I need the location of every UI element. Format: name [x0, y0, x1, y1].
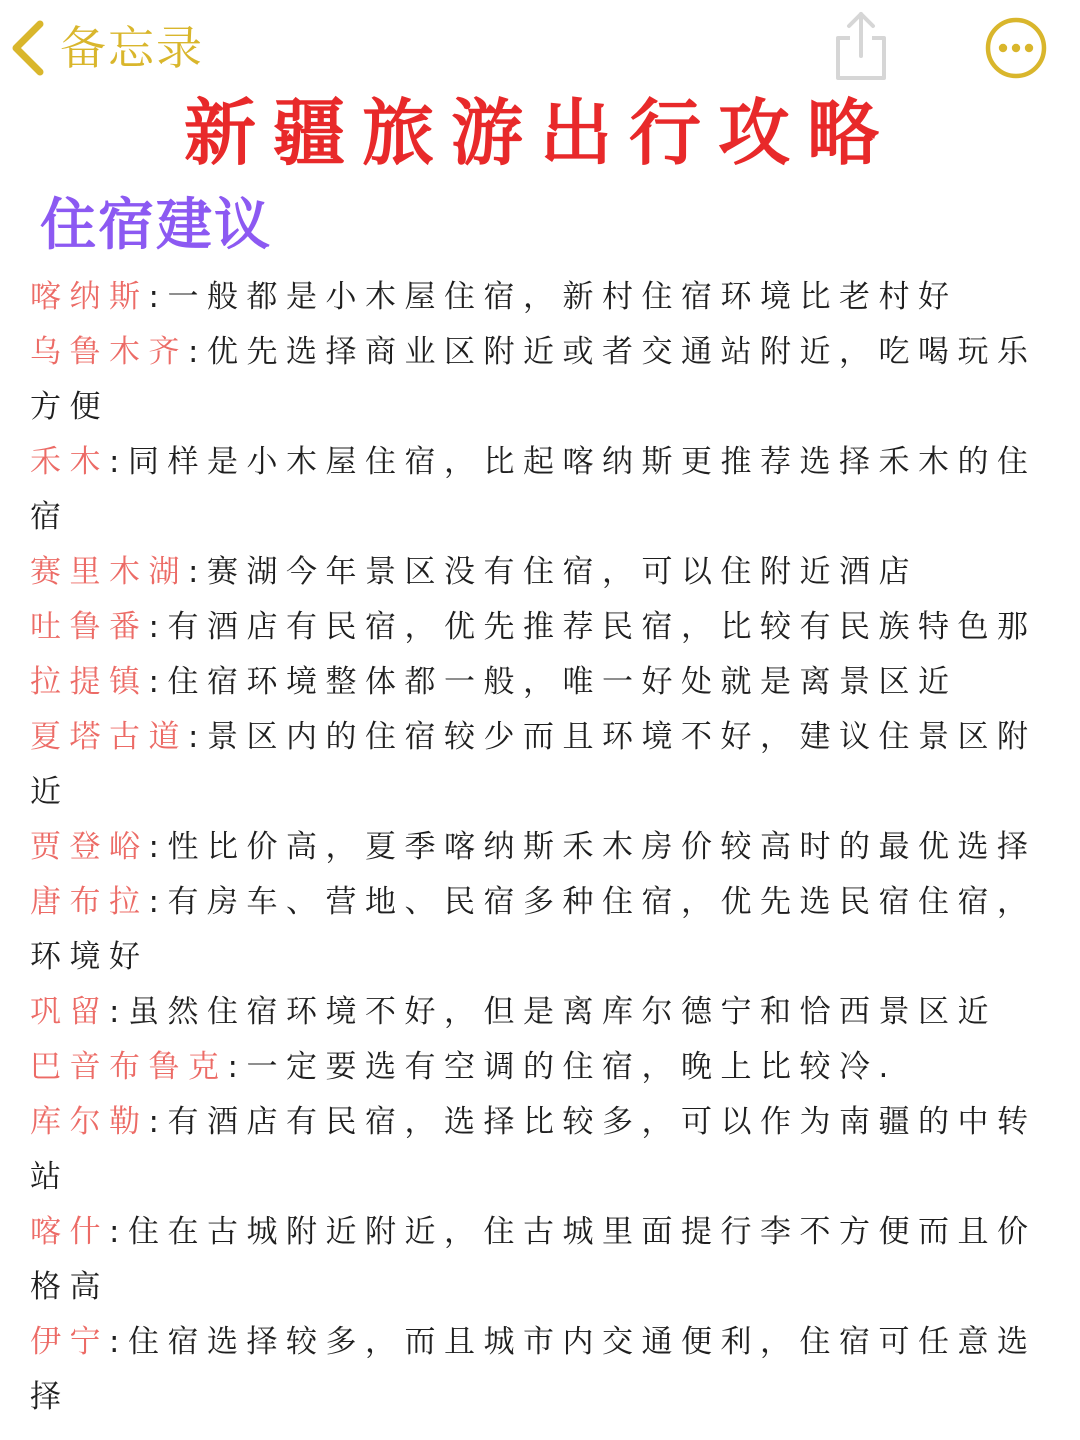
place-description: 同样是小木屋住宿，比起喀纳斯更推荐选择禾木的住宿: [30, 444, 1037, 535]
place-name: 夏塔古道: [30, 719, 188, 755]
list-item: [30, 655, 1048, 710]
section-heading: 住宿建议: [40, 193, 272, 258]
place-description: 优先选择商业区附近或者交通站附近，吃喝玩乐方便: [30, 334, 1037, 425]
list-item: [30, 270, 1048, 325]
place-description: 一般都是小木屋住宿，新村住宿环境比老村好: [167, 279, 958, 315]
list-item: [30, 985, 1048, 1040]
separator: :: [148, 1104, 168, 1140]
chevron-left-icon: [10, 20, 46, 76]
separator: :: [109, 1324, 128, 1360]
place-description: 住在古城附近附近，住古城里面提行李不方便而且价格高: [30, 1214, 1037, 1305]
separator: :: [148, 609, 168, 645]
list-item: [30, 1205, 1048, 1315]
back-label: 备忘录: [60, 21, 204, 75]
place-description: 有酒店有民宿，优先推荐民宿，比较有民族特色那: [167, 609, 1037, 645]
page-title: 新疆旅游出行攻略: [183, 91, 896, 175]
list-item: [30, 435, 1048, 545]
separator: :: [109, 994, 128, 1030]
place-name: 吐鲁番: [30, 609, 149, 645]
place-name: 伊宁: [30, 1324, 109, 1360]
place-name: 唐布拉: [30, 884, 149, 920]
separator: :: [148, 829, 168, 865]
place-description: 性比价高，夏季喀纳斯禾木房价较高时的最优选择: [167, 829, 1037, 865]
list-item: [30, 545, 1048, 600]
place-name: 喀纳斯: [30, 279, 149, 315]
ellipsis-circle-icon: [984, 65, 1048, 84]
separator: :: [148, 664, 168, 700]
top-navigation-bar: [0, 0, 1080, 92]
place-name: 库尔勒: [30, 1104, 149, 1140]
place-description: 有酒店有民宿，选择比较多，可以作为南疆的中转站: [30, 1104, 1037, 1195]
list-item: [30, 325, 1048, 435]
accommodation-list: [30, 270, 1048, 1425]
share-icon: [830, 67, 892, 86]
share-button[interactable]: [830, 8, 892, 82]
list-item: [30, 1095, 1048, 1205]
place-description: 住宿环境整体都一般，唯一好处就是离景区近: [167, 664, 958, 700]
list-item: [30, 1315, 1048, 1425]
separator: :: [109, 444, 128, 480]
place-name: 巴音布鲁克: [30, 1049, 228, 1085]
back-button[interactable]: [10, 18, 204, 78]
list-item: [30, 875, 1048, 985]
list-item: [30, 710, 1048, 820]
list-item: [30, 820, 1048, 875]
more-options-button[interactable]: [984, 16, 1048, 80]
place-description: 有房车、营地、民宿多种住宿，优先选民宿住宿，环境好: [30, 884, 1037, 975]
place-description: 虽然住宿环境不好，但是离库尔德宁和恰西景区近: [127, 994, 997, 1030]
separator: :: [148, 884, 168, 920]
list-item: [30, 1040, 1048, 1095]
place-name: 巩留: [30, 994, 109, 1030]
separator: :: [188, 334, 207, 370]
place-description: 住宿选择较多，而且城市内交通便利，住宿可任意选择: [30, 1324, 1037, 1415]
place-description: 景区内的住宿较少而且环境不好，建议住景区附近: [30, 719, 1037, 810]
place-name: 拉提镇: [30, 664, 149, 700]
separator: :: [188, 719, 207, 755]
place-name: 贾登峪: [30, 829, 149, 865]
place-name: 赛里木湖: [30, 554, 188, 590]
place-description: 赛湖今年景区没有住宿，可以住附近酒店: [206, 554, 918, 590]
separator: :: [109, 1214, 128, 1250]
place-description: 一定要选有空调的住宿，晚上比较冷.: [246, 1049, 897, 1085]
list-item: [30, 600, 1048, 655]
separator: :: [148, 279, 168, 315]
separator: :: [188, 554, 207, 590]
place-name: 乌鲁木齐: [30, 334, 188, 370]
place-name: 喀什: [30, 1214, 109, 1250]
separator: :: [227, 1049, 247, 1085]
place-name: 禾木: [30, 444, 109, 480]
